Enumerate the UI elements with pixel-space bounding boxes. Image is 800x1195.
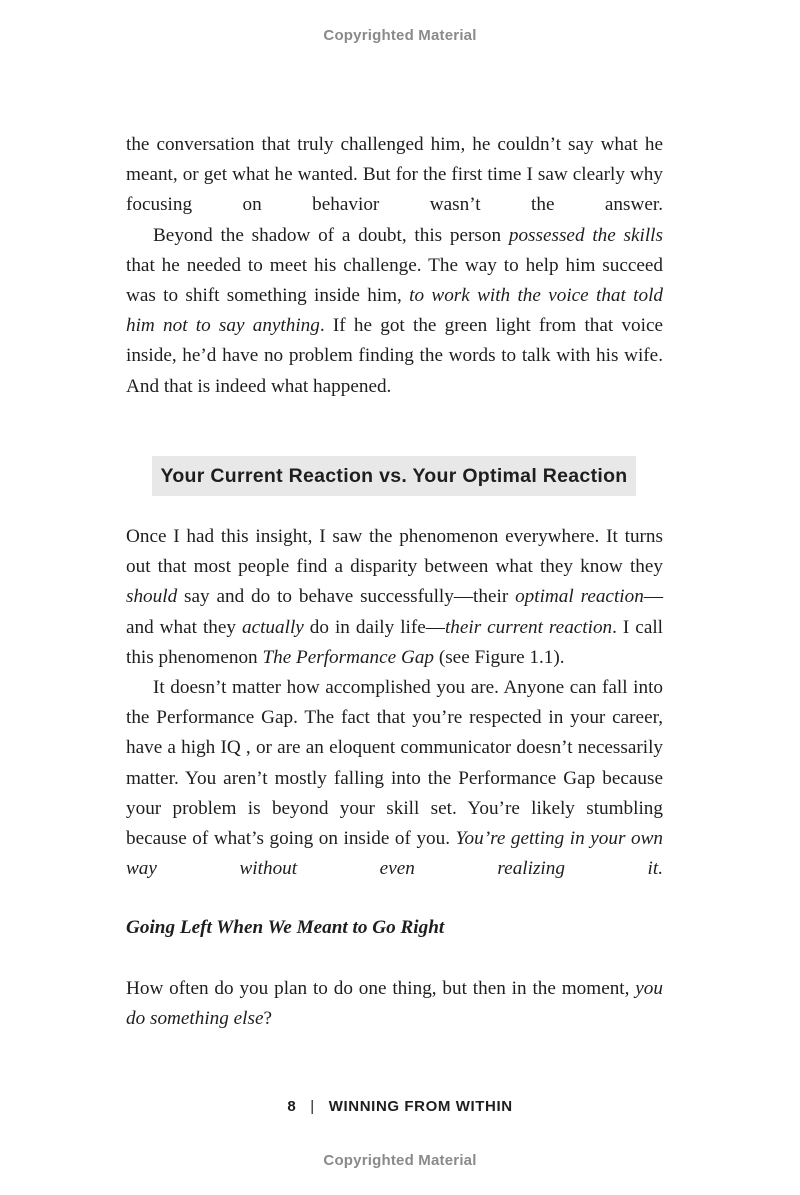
paragraph-2 <box>126 221 663 402</box>
paragraph-4-emphasis: You’re getting in your own way without even realizing it. <box>126 828 663 880</box>
paragraph-5 <box>126 974 663 1034</box>
paragraph-2-text-1: Beyond the shadow of a doubt, this person <box>153 224 509 246</box>
watermark-bottom: Copyrighted Material <box>323 1152 477 1169</box>
paragraph-3-text-6: (see Figure 1.1). <box>434 646 565 668</box>
page-footer <box>0 1098 800 1115</box>
page-number: 8 <box>287 1098 297 1115</box>
paragraph-5-text-2: ? <box>263 1008 273 1030</box>
paragraph-2-emphasis-2: to work with the voice that told him not to say anything <box>126 285 663 337</box>
running-title: WINNING FROM WITHIN <box>328 1098 513 1115</box>
paragraph-3-text-1: Once I had this insight, I saw the phenomenon everywhere. It turns out that most people find a disparity between what they know they <box>126 526 663 578</box>
paragraph-2-emphasis-1: possessed the skills <box>508 224 663 246</box>
body-text-block-2 <box>126 522 663 884</box>
paragraph-3-emphasis-5: The Performance Gap <box>262 646 435 668</box>
paragraph-2-text-2: that he needed to meet his challenge. The way to help him succeed was to shift something inside him, <box>126 254 663 307</box>
body-text-block-3 <box>126 974 663 1034</box>
subheading-block <box>126 913 663 943</box>
paragraph-3-emphasis-3: actually <box>241 616 304 638</box>
paragraph-3-text-2: say and do to behave successfully—their <box>177 586 516 608</box>
subheading: Going Left When We Meant to Go Right <box>126 917 445 938</box>
body-text-block-1 <box>126 130 663 402</box>
section-heading: Your Current Reaction vs. Your Optimal Reaction <box>152 456 636 496</box>
paragraph-5-text-1: How often do you plan to do one thing, but then in the moment, <box>126 978 636 999</box>
footer-separator: | <box>310 1098 315 1115</box>
paragraph-3-text-4: do in daily life— <box>303 616 445 638</box>
paragraph-1 <box>126 130 663 221</box>
paragraph-3-emphasis-2: optimal reaction <box>515 586 644 608</box>
paragraph-3 <box>126 522 663 673</box>
paragraph-5-emphasis: you do something else <box>126 978 663 1030</box>
paragraph-3-text-5: . I call this phenomenon <box>126 616 663 668</box>
paragraph-3-emphasis-4: their current reaction <box>444 616 613 638</box>
paragraph-3-emphasis-1: should <box>126 586 178 608</box>
paragraph-3-text-3: —and what they <box>126 586 663 638</box>
paragraph-2-text-3: . If he got the green light from that voice inside, he’d have no problem finding the words to talk with his wife. And that is indeed what happened. <box>126 315 663 397</box>
paragraph-1-text: the conversation that truly challenged him, he couldn’t say what he meant, or get what he wanted. But for the first time I saw clearly why focusing on behavior wasn’t the answer. <box>126 134 663 216</box>
paragraph-4 <box>126 673 663 884</box>
watermark-top: Copyrighted Material <box>323 27 477 44</box>
paragraph-4-text: It doesn’t matter how accomplished you are. Anyone can fall into the Performance Gap. The fact that you’re respected in your career, have a high IQ , or are an eloquent communicator doesn’t necessarily matter. You aren’t mostly falling into the Performance Gap because your problem is beyond your skill set. You’re likely stumbling because of what’s going on inside of you. <box>126 677 663 850</box>
